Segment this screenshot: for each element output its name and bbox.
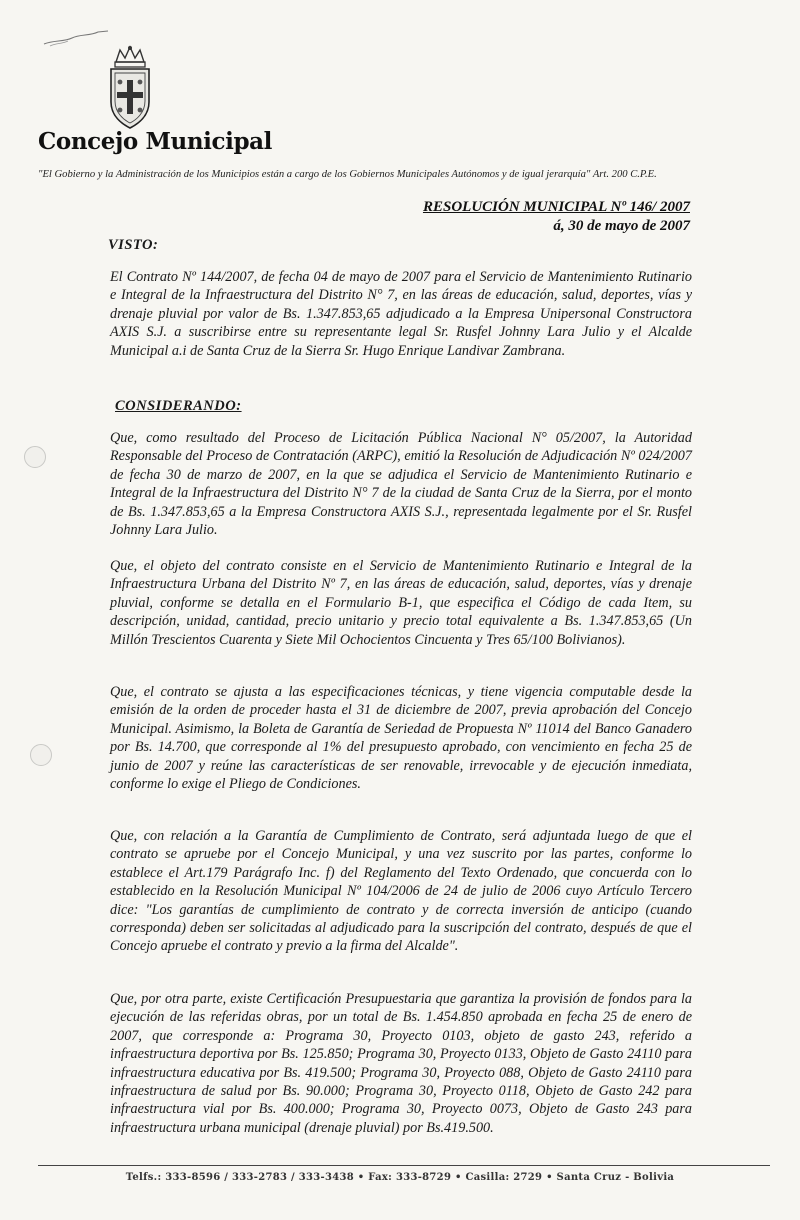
section-heading-considerando: CONSIDERANDO: — [115, 398, 242, 414]
constitutional-motto: "El Gobierno y la Administración de los Municipios están a cargo de los Gobiernos Municipales Autónomos y de igual jerarquía" Art. 200 C.P.E. — [38, 169, 657, 180]
punch-hole — [30, 744, 52, 766]
handwritten-mark-icon — [42, 28, 112, 48]
resolution-title: RESOLUCIÓN MUNICIPAL Nº 146/ 2007 — [422, 199, 690, 215]
punch-hole — [24, 446, 46, 468]
resolution-date: á, 30 de mayo de 2007 — [553, 218, 690, 234]
footer-divider — [38, 1165, 770, 1166]
footer-contact: Telfs.: 333-8596 / 333-2783 / 333-3438 • Fax: 333-8729 • Casilla: 2729 • Santa Cruz - Bolivia — [125, 1172, 675, 1183]
paragraph-budget-certification: Que, por otra parte, existe Certificación Presupuestaria que garantiza la provisión de fondos para la ejecución de las referidas obras, por un total de Bs. 1.454.850 aprobada en fecha 25 de enero de 2007, que corresponde a: Programa 30, Proyecto 0103, objeto de gasto 243, referido a infraestructura deportiva por Bs. 125.850; Programa 30, Proyecto 0133, Objeto de Gasto 24110 para infraestructura educativa por Bs. 419.500; Programa 30, Proyecto 088, Objeto de Gasto 24110 para infraestructura de salud por Bs. 90.000; Programa 30, Proyecto 0118, Objeto de Gasto 242 para infraestructura vial por Bs. 400.000; Programa 30, Proyecto 0073, Objeto de Gasto 243 para infraestructura urbana municipal (drenaje pluvial) por Bs.419.500. — [110, 991, 692, 1136]
paragraph-performance-guarantee: Que, con relación a la Garantía de Cumplimiento de Contrato, será adjuntada luego de que el contrato se apruebe por el Concejo Municipal, y una vez suscrito por las partes, conforme lo establece el Art.179 Parágrafo Inc. f) del Reglamento del Texto Ordenado, que concuerda con lo establecido en la Resolución Municipal Nº 104/2006 de 24 de julio de 2006 cuyo Artículo Tercero dice: "Los garantías de cumplimiento de contrato y de correcta inversión de anticipo (cuando corresponda) deben ser solicitadas al adjudicado para la suscripción del contrato, después de que el Concejo apruebe el contrato y previo a la firma del Alcalde". — [110, 828, 692, 955]
paragraph-tender-result: Que, como resultado del Proceso de Licitación Pública Nacional N° 05/2007, la Autoridad Responsable del Proceso de Contratación (ARPC), emitió la Resolución de Adjudicación Nº 024/2007 de fecha 30 de marzo de 2007, en la que se adjudica el Servicio de Mantenimiento Rutinario e Integral de la Infraestructura del Distrito N° 7 de la ciudad de Santa Cruz de la Sierra, por el monto de Bs. 1.347.853,65 a la Empresa Constructora AXIS S.J., representada legalmente por el Sr. Rusfel Johnny Lara Julio. — [110, 430, 692, 539]
organization-name: Concejo Municipal — [38, 128, 272, 155]
paragraph-contract-validity: Que, el contrato se ajusta a las especificaciones técnicas, y tiene vigencia computable desde la emisión de la orden de proceder hasta el 31 de diciembre de 2007, previa aprobación del Concejo Municipal. Asimismo, la Boleta de Garantía de Seriedad de Propuesta Nº 11014 del Banco Ganadero por Bs. 14.700, que corresponde al 1% del presupuesto aprobado, con vencimiento en fecha 25 de junio de 2007 y reúne las características de ser renovable, irrevocable y de ejecución inmediata, conforme lo exige el Pliego de Condiciones. — [110, 684, 692, 793]
section-heading-visto: VISTO: — [108, 237, 159, 253]
paragraph-contract-object: Que, el objeto del contrato consiste en el Servicio de Mantenimiento Rutinario e Integral de la Infraestructura Urbana del Distrito Nº 7, en las áreas de educación, salud, deportes, vías y drenaje pluvial, conforme se detalla en el Formulario B-1, que especifica el Código de cada Item, su descripción, unidad, cantidad, precio unitario y precio total equivalente a Bs. 1.347.853,65 (Un Millón Trescientos Cuarenta y Siete Mil Ochocientos Cincuenta y Tres 65/100 Bolivianos). — [110, 558, 692, 648]
paragraph-contract: El Contrato Nº 144/2007, de fecha 04 de mayo de 2007 para el Servicio de Mantenimiento Rutinario e Integral de la Infraestructura del Distrito N° 7, en las áreas de educación, salud, deportes, vías y drenaje pluvial por valor de Bs. 1.347.853,65 adjudicado a la Empresa Unipersonal Constructora AXIS S.J. a suscribirse entre su representante legal Sr. Rusfel Johnny Lara Julio y el Alcalde Municipal a.i de Santa Cruz de la Sierra Sr. Hugo Enrique Landivar Zambrana. — [110, 269, 692, 359]
coat-of-arms-icon — [104, 44, 156, 130]
